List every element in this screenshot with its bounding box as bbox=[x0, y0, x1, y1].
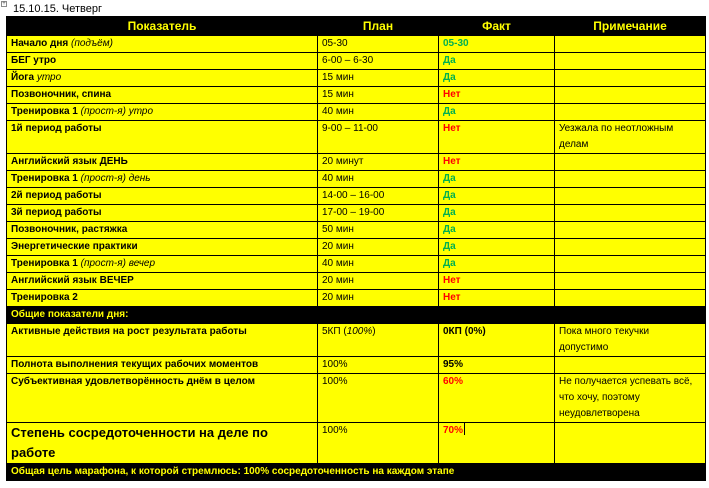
plan-value: 9-00 – 11-00 bbox=[322, 123, 378, 134]
fact-cell bbox=[439, 273, 555, 290]
column-header-note: Примечание bbox=[555, 17, 706, 36]
indicator-cell bbox=[7, 154, 318, 171]
note-cell bbox=[555, 53, 706, 70]
fact-cell bbox=[439, 171, 555, 188]
fact-value: Нет bbox=[443, 292, 461, 303]
plan-cell bbox=[318, 70, 439, 87]
table-row bbox=[7, 70, 706, 87]
summary-fact-cell bbox=[439, 374, 555, 423]
note-cell bbox=[555, 273, 706, 290]
plan-value: 50 мин bbox=[322, 224, 354, 235]
summary-plan-value: 100% bbox=[322, 359, 348, 370]
plan-value: 20 минут bbox=[322, 156, 364, 167]
column-header-indicator: Показатель bbox=[7, 17, 318, 36]
plan-cell bbox=[318, 154, 439, 171]
plan-value: 05-30 bbox=[322, 38, 348, 49]
indicator-name: Йога bbox=[11, 72, 37, 83]
summary-fact-value: 60% bbox=[443, 376, 464, 387]
fact-value: Да bbox=[443, 190, 456, 201]
section-label: Общие показатели дня: bbox=[7, 307, 706, 324]
footer-row bbox=[7, 464, 706, 481]
fact-cell bbox=[439, 53, 555, 70]
indicator-cell bbox=[7, 273, 318, 290]
indicator-cell bbox=[7, 53, 318, 70]
fact-cell bbox=[439, 188, 555, 205]
plan-cell bbox=[318, 53, 439, 70]
plan-cell bbox=[318, 239, 439, 256]
table-row bbox=[7, 273, 706, 290]
summary-row bbox=[7, 357, 706, 374]
summary-plan-cell bbox=[318, 423, 439, 464]
table-row bbox=[7, 239, 706, 256]
plan-value: 40 мин bbox=[322, 173, 354, 184]
table-row bbox=[7, 154, 706, 171]
summary-fact-cell bbox=[439, 423, 555, 464]
table-row bbox=[7, 290, 706, 307]
summary-note-text: Не получается успевать всё, что хочу, поэтому неудовлетворена bbox=[559, 376, 693, 419]
indicator-name: 1й период работы bbox=[11, 123, 102, 134]
indicator-name: Позвоночник, спина bbox=[11, 89, 112, 100]
summary-row bbox=[7, 374, 706, 423]
summary-note-text: Пока много текучки допустимо bbox=[559, 326, 650, 353]
indicator-name: 2й период работы bbox=[11, 190, 102, 201]
table-row bbox=[7, 121, 706, 154]
fact-value: Да bbox=[443, 72, 456, 83]
summary-fact-value: 0КП (0%) bbox=[443, 326, 486, 337]
indicator-name: Английский язык ВЕЧЕР bbox=[11, 275, 134, 286]
indicator-qualifier: (прост-я) вечер bbox=[80, 258, 156, 269]
fact-value: Да bbox=[443, 207, 456, 218]
note-cell bbox=[555, 222, 706, 239]
table-row bbox=[7, 188, 706, 205]
table-row bbox=[7, 87, 706, 104]
indicator-cell bbox=[7, 188, 318, 205]
indicator-name: Тренировка 2 bbox=[11, 292, 78, 303]
summary-plan-cell bbox=[318, 374, 439, 423]
summary-fact-cell bbox=[439, 357, 555, 374]
summary-indicator-cell bbox=[7, 423, 318, 464]
date-heading: 15.10.15. Четверг bbox=[13, 3, 103, 15]
fact-cell bbox=[439, 36, 555, 53]
fact-value: Да bbox=[443, 55, 456, 66]
fact-value: Да bbox=[443, 224, 456, 235]
plan-value: 6-00 – 6-30 bbox=[322, 55, 374, 66]
note-cell bbox=[555, 121, 706, 154]
column-header-fact: Факт bbox=[439, 17, 555, 36]
header-row bbox=[7, 17, 706, 36]
indicator-name: Начало дня bbox=[11, 38, 72, 49]
fact-value: Нет bbox=[443, 89, 461, 100]
fact-cell bbox=[439, 154, 555, 171]
summary-indicator-cell bbox=[7, 324, 318, 357]
plan-cell bbox=[318, 256, 439, 273]
summary-note-cell bbox=[555, 357, 706, 374]
table-row bbox=[7, 256, 706, 273]
summary-plan-value: 100% bbox=[322, 376, 348, 387]
indicator-cell bbox=[7, 256, 318, 273]
plan-value: 17-00 – 19-00 bbox=[322, 207, 385, 218]
note-cell bbox=[555, 87, 706, 104]
table-move-handle[interactable]: + bbox=[2, 1, 6, 7]
table-row bbox=[7, 205, 706, 222]
plan-cell bbox=[318, 104, 439, 121]
indicator-name: Тренировка 1 bbox=[11, 173, 81, 184]
indicator-name: 3й период работы bbox=[11, 207, 102, 218]
summary-indicator-name: Степень сосредоточенности на деле по работе bbox=[11, 425, 268, 460]
plan-value: 14-00 – 16-00 bbox=[322, 190, 385, 201]
indicator-cell bbox=[7, 70, 318, 87]
plan-cell bbox=[318, 36, 439, 53]
fact-value: Да bbox=[443, 258, 456, 269]
fact-value: Да bbox=[443, 106, 456, 117]
summary-row bbox=[7, 324, 706, 357]
fact-value: 05-30 bbox=[443, 38, 469, 49]
summary-indicator-name: Полнота выполнения текущих рабочих моментов bbox=[11, 359, 259, 370]
summary-plan-cell bbox=[318, 357, 439, 374]
summary-plan-value: 5КП ( bbox=[322, 326, 347, 337]
fact-value: Да bbox=[443, 173, 456, 184]
indicator-cell bbox=[7, 239, 318, 256]
plan-value: 15 мин bbox=[322, 89, 354, 100]
summary-plan-percent: 100% bbox=[346, 326, 373, 337]
fact-cell bbox=[439, 290, 555, 307]
fact-cell bbox=[439, 121, 555, 154]
note-cell bbox=[555, 154, 706, 171]
plan-cell bbox=[318, 222, 439, 239]
section-row bbox=[7, 307, 706, 324]
column-header-plan: План bbox=[318, 17, 439, 36]
summary-note-cell bbox=[555, 423, 706, 464]
fact-value: Нет bbox=[443, 123, 461, 134]
note-text: Уезжала по неотложным делам bbox=[559, 123, 674, 150]
indicator-cell bbox=[7, 222, 318, 239]
table-row bbox=[7, 104, 706, 121]
table-row bbox=[7, 36, 706, 53]
note-cell bbox=[555, 70, 706, 87]
indicator-name: БЕГ утро bbox=[11, 55, 57, 66]
plan-value: 40 мин bbox=[322, 258, 354, 269]
indicator-cell bbox=[7, 36, 318, 53]
fact-value: Нет bbox=[443, 156, 461, 167]
summary-note-cell bbox=[555, 374, 706, 423]
table-row bbox=[7, 53, 706, 70]
summary-indicator-cell bbox=[7, 374, 318, 423]
indicator-cell bbox=[7, 104, 318, 121]
summary-fact-value: 95% bbox=[443, 359, 464, 370]
plan-cell bbox=[318, 188, 439, 205]
fact-cell bbox=[439, 205, 555, 222]
summary-fact-value: 70% bbox=[443, 425, 464, 436]
plan-cell bbox=[318, 290, 439, 307]
fact-value: Нет bbox=[443, 275, 461, 286]
fact-cell bbox=[439, 87, 555, 104]
indicator-name: Энергетические практики bbox=[11, 241, 138, 252]
note-cell bbox=[555, 290, 706, 307]
plan-value: 20 мин bbox=[322, 241, 354, 252]
text-cursor bbox=[464, 423, 465, 435]
indicator-cell bbox=[7, 205, 318, 222]
plan-value: 20 мин bbox=[322, 275, 354, 286]
summary-fact-cell bbox=[439, 324, 555, 357]
note-cell bbox=[555, 205, 706, 222]
fact-cell bbox=[439, 104, 555, 121]
indicator-name: Английский язык ДЕНЬ bbox=[11, 156, 128, 167]
indicator-cell bbox=[7, 171, 318, 188]
indicator-cell bbox=[7, 290, 318, 307]
indicator-qualifier: (прост-я) день bbox=[80, 173, 151, 184]
fact-cell bbox=[439, 70, 555, 87]
plan-cell bbox=[318, 121, 439, 154]
plan-cell bbox=[318, 87, 439, 104]
indicator-name: Тренировка 1 bbox=[11, 258, 81, 269]
indicator-cell bbox=[7, 87, 318, 104]
summary-row bbox=[7, 423, 706, 464]
summary-indicator-name: Активные действия на рост результата работы bbox=[11, 326, 247, 337]
plan-cell bbox=[318, 171, 439, 188]
footer-goal: Общая цель марафона, к которой стремлюсь: 100% сосредоточенность на каждом этапе bbox=[7, 464, 706, 481]
plan-value: 15 мин bbox=[322, 72, 354, 83]
note-cell bbox=[555, 171, 706, 188]
fact-cell bbox=[439, 239, 555, 256]
summary-indicator-name: Субъективная удовлетворённость днём в целом bbox=[11, 376, 256, 387]
note-cell bbox=[555, 188, 706, 205]
indicator-cell bbox=[7, 121, 318, 154]
summary-indicator-cell bbox=[7, 357, 318, 374]
summary-plan-cell bbox=[318, 324, 439, 357]
plan-cell bbox=[318, 205, 439, 222]
table-row bbox=[7, 171, 706, 188]
table-row bbox=[7, 222, 706, 239]
daily-tracker-table bbox=[6, 16, 706, 481]
plan-cell bbox=[318, 273, 439, 290]
note-cell bbox=[555, 36, 706, 53]
note-cell bbox=[555, 239, 706, 256]
fact-cell bbox=[439, 222, 555, 239]
plan-value: 40 мин bbox=[322, 106, 354, 117]
note-cell bbox=[555, 104, 706, 121]
fact-cell bbox=[439, 256, 555, 273]
fact-value: Да bbox=[443, 241, 456, 252]
indicator-qualifier: (прост-я) утро bbox=[80, 106, 154, 117]
indicator-name: Позвоночник, растяжка bbox=[11, 224, 128, 235]
plan-value: 20 мин bbox=[322, 292, 354, 303]
note-cell bbox=[555, 256, 706, 273]
summary-plan-value: 100% bbox=[322, 425, 348, 436]
indicator-name: Тренировка 1 bbox=[11, 106, 81, 117]
summary-plan-tail: ) bbox=[372, 326, 376, 337]
indicator-qualifier: (подъём) bbox=[71, 38, 113, 49]
indicator-qualifier: утро bbox=[36, 72, 62, 83]
summary-note-cell bbox=[555, 324, 706, 357]
